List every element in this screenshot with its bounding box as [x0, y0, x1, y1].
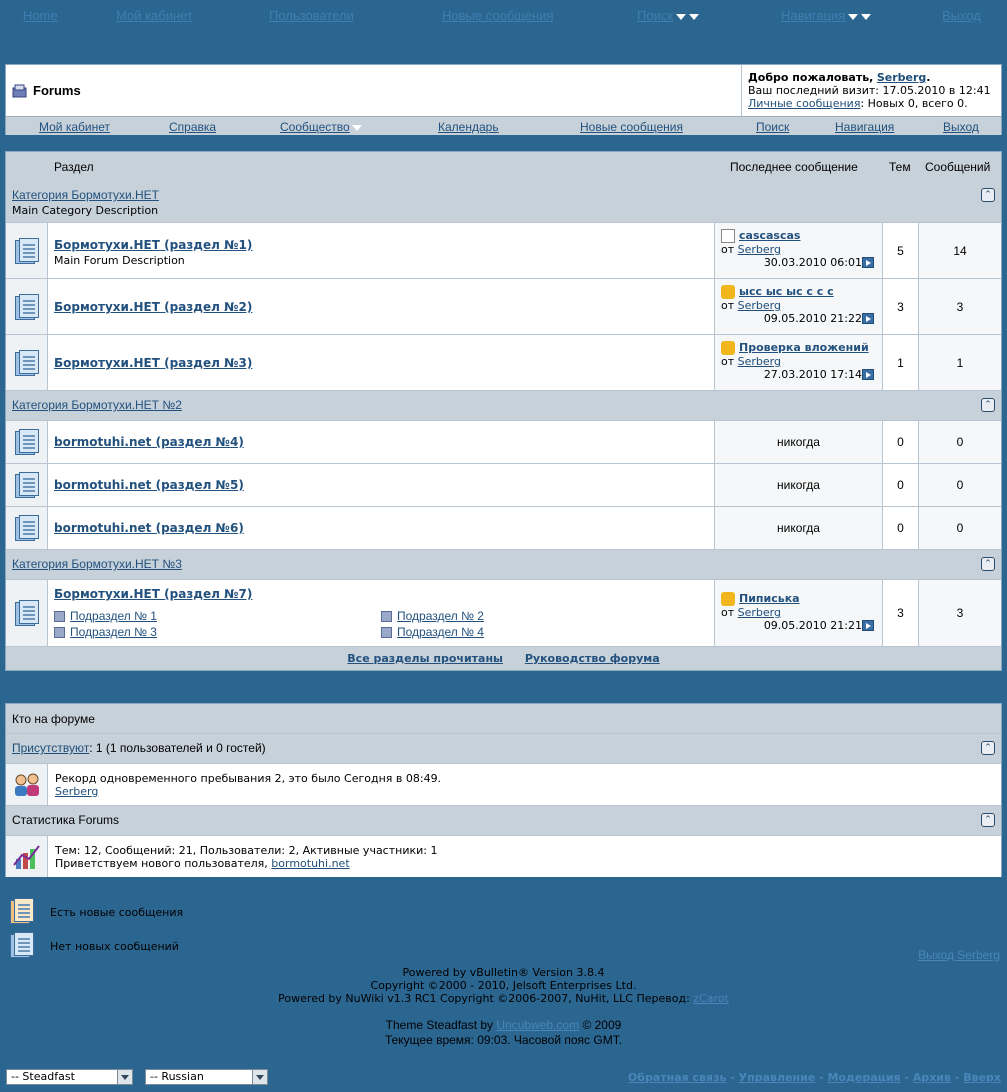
- stats-icon: [6, 836, 48, 877]
- topnav-home-link[interactable]: Home: [23, 8, 58, 23]
- last-post-user-link[interactable]: Serberg: [737, 299, 781, 312]
- forum-row: [6, 222, 1001, 278]
- last-post-cell: [715, 279, 883, 334]
- forum-list-table: [5, 151, 1002, 671]
- collapse-icon[interactable]: ⌃: [981, 813, 995, 827]
- subforum-link[interactable]: Подраздел № 4: [381, 625, 484, 639]
- posts-count: 3: [919, 279, 1001, 334]
- posts-count: 1: [919, 335, 1001, 390]
- forum-status-icon: [6, 580, 48, 646]
- welcome-new-user: Приветствуем нового пользователя,: [55, 857, 268, 870]
- forum-logo-text: Forums: [33, 83, 81, 98]
- forum-status-icon: [6, 507, 48, 549]
- forum-leaders-link[interactable]: Руководство форума: [524, 652, 660, 665]
- last-post-by: от: [721, 355, 735, 368]
- forum-info: [48, 279, 715, 334]
- go-to-last-post-icon[interactable]: [862, 257, 874, 268]
- forum-title-link[interactable]: Бормотухи.НЕТ (раздел №2): [54, 300, 253, 314]
- topnav-search-link[interactable]: [637, 8, 699, 23]
- go-to-last-post-icon[interactable]: [862, 313, 874, 324]
- subnav-navigation-link[interactable]: Навигация: [835, 120, 895, 134]
- whos-online-title: Кто на форуме: [12, 712, 95, 726]
- threads-count: 3: [883, 580, 919, 646]
- admin-link[interactable]: Управление: [738, 1071, 816, 1084]
- forum-row: [6, 420, 1001, 463]
- last-post-user-link[interactable]: Serberg: [737, 606, 781, 619]
- stats-bar: [6, 805, 1001, 835]
- secondary-navigation: [6, 116, 1001, 135]
- last-post-user-link[interactable]: Serberg: [737, 243, 781, 256]
- subforum-link[interactable]: Подраздел № 2: [381, 609, 484, 623]
- chevron-down-icon: [252, 1070, 267, 1084]
- new-user-link[interactable]: bormotuhi.net: [271, 857, 350, 870]
- posts-count: 3: [919, 580, 1001, 646]
- powered-by: [0, 966, 1007, 1005]
- new-posts-icon: [8, 897, 36, 925]
- users-icon: [11, 771, 43, 799]
- copyright: Copyright ©2000 - 2010, Jelsoft Enterprises Ltd.: [370, 979, 637, 992]
- collapse-icon[interactable]: ⌃: [981, 398, 995, 412]
- forum-logo[interactable]: [12, 83, 81, 98]
- pm-counts: : Новых 0, всего 0.: [860, 97, 968, 110]
- threads-count: 0: [883, 421, 919, 463]
- logout-user-link[interactable]: Выход Serberg: [918, 948, 1000, 962]
- last-post-never: никогда: [777, 435, 820, 449]
- topnav-search-label: Поиск: [637, 8, 674, 23]
- last-post-cell: [715, 580, 883, 646]
- separator: -: [726, 1071, 739, 1084]
- header-threads: Тем: [889, 160, 911, 174]
- topnav-new-posts-link[interactable]: Новые сообщения: [442, 8, 554, 23]
- top-navigation: [0, 8, 1007, 26]
- dropdown-arrow-icon: [689, 14, 699, 20]
- dropdown-arrow-icon: [352, 125, 362, 131]
- mark-all-read-link[interactable]: Все разделы прочитаны: [347, 652, 503, 665]
- username-link[interactable]: Serberg: [876, 71, 927, 84]
- posts-count: 0: [919, 507, 1001, 549]
- separator: -: [950, 1071, 964, 1084]
- forum-row: [6, 506, 1001, 549]
- forum-status-icon: [6, 223, 48, 278]
- forum-status-icon: [6, 279, 48, 334]
- forum-title-link[interactable]: Бормотухи.НЕТ (раздел №7): [54, 587, 253, 601]
- go-to-last-post-icon[interactable]: [862, 369, 874, 380]
- threads-count: 3: [883, 279, 919, 334]
- category-header: [6, 181, 1001, 222]
- online-count: : 1 (1 пользователей и 0 гостей): [89, 741, 266, 755]
- subnav-cabinet-link[interactable]: Мой кабинет: [39, 120, 111, 134]
- forum-info: [48, 507, 715, 549]
- forum-status-icon: [6, 421, 48, 463]
- forum-title-link[interactable]: bormotuhi.net (раздел №5): [54, 478, 244, 492]
- topnav-users-link[interactable]: Пользователи: [269, 8, 354, 23]
- forum-info: [48, 421, 715, 463]
- style-select[interactable]: [6, 1069, 133, 1085]
- last-post-title-link[interactable]: Пиписька: [739, 592, 800, 605]
- theme-credit: [0, 1018, 1007, 1048]
- last-post-user-link[interactable]: Serberg: [737, 355, 781, 368]
- topnav-navigation-link[interactable]: [781, 8, 871, 23]
- posts-count: 14: [919, 223, 1001, 278]
- last-post-cell: [715, 421, 883, 463]
- subnav-help-link[interactable]: Справка: [169, 120, 217, 134]
- category-link[interactable]: Категория Бормотухи.НЕТ №3: [12, 557, 182, 571]
- forum-title-link[interactable]: bormotuhi.net (раздел №6): [54, 521, 244, 535]
- forum-stats: Тем: 12, Сообщений: 21, Пользователи: 2, Активные участники: 1: [55, 844, 438, 857]
- last-post-cell: [715, 335, 883, 390]
- forum-status-icon: [6, 335, 48, 390]
- threads-count: 0: [883, 507, 919, 549]
- language-select[interactable]: [145, 1069, 268, 1085]
- dropdown-arrow-icon: [676, 14, 686, 20]
- theme-author-link[interactable]: Uncubweb.com: [496, 1018, 580, 1032]
- forum-info: [48, 580, 715, 646]
- legend-old-label: Нет новых сообщений: [50, 940, 179, 953]
- last-post-cell: [715, 507, 883, 549]
- thumbs-up-icon: [721, 341, 735, 355]
- last-post-never: никогда: [777, 521, 820, 535]
- forum-info: [48, 223, 715, 278]
- legend-no-new-posts: [8, 930, 308, 962]
- last-post-date: 27.03.2010 17:14: [763, 368, 862, 381]
- online-record: Рекорд одновременного пребывания 2, это было Сегодня в 08:49.: [55, 772, 442, 785]
- posts-count: 0: [919, 464, 1001, 506]
- header-last-post: Последнее сообщение: [730, 160, 858, 174]
- theme-year: © 2009: [582, 1018, 622, 1032]
- subnav-new-posts-link[interactable]: Новые сообщения: [580, 120, 683, 134]
- no-new-posts-icon: [8, 931, 36, 959]
- collapse-icon[interactable]: ⌃: [981, 741, 995, 755]
- thumbs-up-icon: [721, 592, 735, 606]
- forum-row: [6, 579, 1001, 646]
- subnav-community-label: Сообщество: [280, 120, 350, 134]
- last-post-date: 30.03.2010 06:01: [763, 256, 862, 269]
- chevron-down-icon: [117, 1070, 132, 1084]
- bottom-links: [628, 1071, 1001, 1084]
- threads-count: 5: [883, 223, 919, 278]
- forum-header: [5, 64, 1002, 135]
- last-post-by: от: [721, 606, 735, 619]
- threads-count: 1: [883, 335, 919, 390]
- separator: -: [900, 1071, 913, 1084]
- archive-link[interactable]: Архив: [912, 1071, 951, 1084]
- vbulletin-version: Powered by vBulletin® Version 3.8.4: [402, 966, 605, 979]
- forum-info: [48, 464, 715, 506]
- whos-online-panel: [5, 703, 1002, 877]
- category-link[interactable]: Категория Бормотухи.НЕТ №2: [12, 398, 182, 412]
- forum-description: Main Forum Description: [54, 254, 185, 267]
- moderation-link[interactable]: Модерация: [827, 1071, 901, 1084]
- dropdown-arrow-icon: [861, 14, 871, 20]
- legend-new-label: Есть новые сообщения: [50, 906, 184, 919]
- last-post-cell: [715, 223, 883, 278]
- last-post-never: никогда: [777, 478, 820, 492]
- last-post-by: от: [721, 299, 735, 312]
- theme-prefix: Theme Steadfast by: [385, 1018, 494, 1032]
- welcome-panel: Добро пожаловать, Serberg. Ваш последний визит: 17.05.2010 в 12:41 Личные сообщения: Новых 0, всего 0.: [741, 65, 1003, 116]
- thumbs-up-icon: [721, 285, 735, 299]
- header-posts: Сообщений: [925, 160, 991, 174]
- header-section: Раздел: [54, 160, 94, 174]
- last-visit: Ваш последний визит: 17.05.2010 в 12:41: [748, 84, 991, 97]
- last-post-date: 09.05.2010 21:21: [763, 619, 862, 632]
- online-users-band: [6, 763, 1001, 805]
- subforum-link[interactable]: Подраздел № 3: [54, 625, 157, 639]
- forum-row: [6, 278, 1001, 334]
- category-header: [6, 549, 1001, 579]
- translator-link[interactable]: zCarot: [693, 992, 729, 1005]
- online-count-bar: [6, 733, 1001, 763]
- forum-row: [6, 334, 1001, 390]
- threads-count: 0: [883, 464, 919, 506]
- forum-title-link[interactable]: bormotuhi.net (раздел №4): [54, 435, 244, 449]
- stats-band: [6, 835, 1001, 877]
- last-post-title-link[interactable]: ысс ыс ыс с с с: [739, 285, 834, 298]
- last-post-title-link[interactable]: Проверка вложений: [739, 341, 869, 354]
- style-select-value: -- Steadfast: [11, 1070, 75, 1083]
- forum-title-link[interactable]: Бормотухи.НЕТ (раздел №3): [54, 356, 253, 370]
- separator: -: [815, 1071, 828, 1084]
- category-description: Main Category Description: [12, 204, 159, 217]
- legend-new-posts: [8, 896, 308, 928]
- posts-count: 0: [919, 421, 1001, 463]
- last-post-cell: [715, 464, 883, 506]
- language-select-value: -- Russian: [150, 1070, 204, 1083]
- contact-link[interactable]: Обратная связь: [627, 1071, 727, 1084]
- welcome-prefix: Добро пожаловать,: [748, 71, 874, 84]
- chart-icon: [12, 843, 42, 871]
- dropdown-arrow-icon: [848, 14, 858, 20]
- nuwiki-credit: Powered by NuWiki v1.3 RC1 Copyright ©2006-2007, NuHit, LLC Перевод:: [278, 992, 690, 1005]
- category-link[interactable]: Категория Бормотухи.НЕТ: [12, 188, 159, 202]
- forum-status-icon: [6, 464, 48, 506]
- collapse-icon[interactable]: ⌃: [981, 188, 995, 202]
- post-icon: [721, 229, 735, 243]
- subnav-calendar-link[interactable]: Календарь: [438, 120, 499, 134]
- last-post-by: от: [721, 243, 735, 256]
- online-user-link[interactable]: Serberg: [55, 785, 99, 798]
- subforum-link[interactable]: Подраздел № 1: [54, 609, 157, 623]
- go-to-last-post-icon[interactable]: [862, 620, 874, 631]
- subnav-logout-link[interactable]: Выход: [943, 120, 979, 134]
- private-messages-link[interactable]: Личные сообщения: [748, 97, 861, 110]
- subnav-community-link[interactable]: [280, 120, 362, 134]
- stats-title: Статистика Forums: [12, 813, 120, 827]
- users-online-icon: [6, 764, 48, 805]
- topnav-cabinet-link[interactable]: Мой кабинет: [116, 8, 193, 23]
- table-header: [6, 152, 1001, 181]
- topnav-navigation-label: Навигация: [781, 8, 846, 23]
- topnav-logout-link[interactable]: Выход: [942, 8, 981, 23]
- present-users-link[interactable]: Присутствуют: [12, 741, 90, 755]
- table-footer: [6, 646, 1001, 670]
- last-post-title-link[interactable]: cascascas: [739, 229, 801, 242]
- last-post-date: 09.05.2010 21:22: [763, 312, 862, 325]
- top-link[interactable]: Вверх: [963, 1071, 1001, 1084]
- forum-logo-icon: [12, 84, 28, 98]
- forum-title-link[interactable]: Бормотухи.НЕТ (раздел №1): [54, 238, 253, 252]
- category-header: [6, 390, 1001, 420]
- forum-row: [6, 463, 1001, 506]
- collapse-icon[interactable]: ⌃: [981, 557, 995, 571]
- forum-info: [48, 335, 715, 390]
- subnav-search-link[interactable]: Поиск: [756, 120, 790, 134]
- current-time: Текущее время: 09:03. Часовой пояс GMT.: [384, 1033, 623, 1047]
